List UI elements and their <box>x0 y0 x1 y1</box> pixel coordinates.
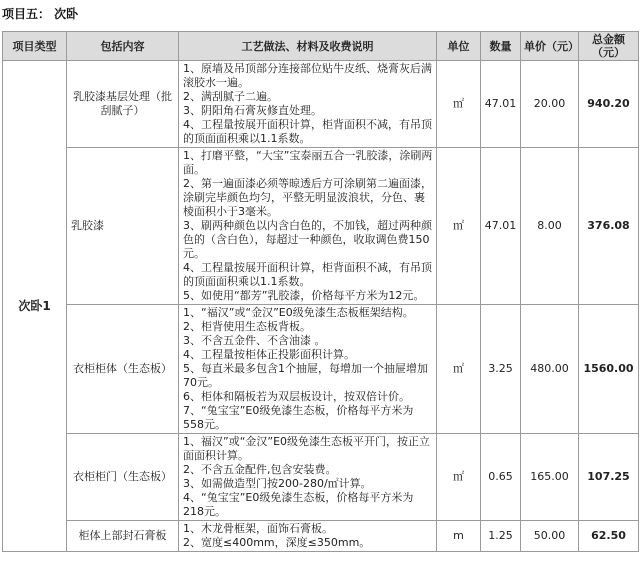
price-cell: 8.00 <box>521 148 579 305</box>
process-line: 3、不含五金件、不含油漆 。 <box>183 334 326 347</box>
qty-cell: 0.65 <box>481 434 521 521</box>
header-process: 工艺做法、材料及收费说明 <box>179 32 437 61</box>
process-cell <box>179 61 437 148</box>
price-cell: 20.00 <box>521 61 579 148</box>
header-price: 单价（元） <box>521 32 579 61</box>
qty-cell: 47.01 <box>481 148 521 305</box>
process-line: 4、工程量按柜体正投影面积计算。 <box>183 348 355 361</box>
unit-cell: ㎡ <box>437 61 481 148</box>
price-cell: 480.00 <box>521 305 579 434</box>
process-line: 3、阴阳角石膏灰修直处理。 <box>183 104 322 117</box>
table-row <box>3 148 639 305</box>
process-line: 2、宽度≤400mm，深度≤350mm。 <box>183 536 371 549</box>
process-line: 4、“兔宝宝”E0级免漆生态板，价格每平方米为218元。 <box>183 491 414 518</box>
header-row <box>3 32 639 61</box>
process-line: 2、不含五金配件,包含安装费。 <box>183 463 337 476</box>
unit-cell: ㎡ <box>437 148 481 305</box>
qty-cell: 47.01 <box>481 61 521 148</box>
process-line: 3、如需做造型门按200-280/㎡计算。 <box>183 477 372 490</box>
process-cell <box>179 148 437 305</box>
process-line: 4、工程量按展开面积计算，柜背面积不减，有吊顶的顶面面积乘以1.1系数。 <box>183 261 432 288</box>
total-cell: 1560.00 <box>579 305 639 434</box>
item-name: 乳胶漆基层处理（批刮腻子） <box>67 61 179 148</box>
total-cell: 62.50 <box>579 521 639 552</box>
unit-cell: ㎡ <box>437 434 481 521</box>
qty-cell: 1.25 <box>481 521 521 552</box>
header-content: 包括内容 <box>67 32 179 61</box>
process-cell <box>179 521 437 552</box>
process-cell <box>179 305 437 434</box>
page-title: 项目五： 次卧 <box>2 7 79 21</box>
process-line: 6、柜体和隔板若为双层板设计，按双倍计价。 <box>183 390 410 403</box>
process-line: 1、福汉”或“金汉”E0级免漆生态板平开门，按正立面面积计算。 <box>183 435 431 462</box>
total-cell: 376.08 <box>579 148 639 305</box>
table-row <box>3 521 639 552</box>
total-cell: 107.25 <box>579 434 639 521</box>
process-line: 1、打磨平整，“大宝”宝泰丽五合一乳胶漆，涂刷两面。 <box>183 149 433 176</box>
room-cell: 次卧1 <box>3 61 67 552</box>
header-qty: 数量 <box>481 32 521 61</box>
item-name: 衣柜柜门（生态板） <box>67 434 179 521</box>
table-row <box>3 434 639 521</box>
process-line: 1、木龙骨框架，面饰石膏板。 <box>183 522 333 535</box>
process-line: 5、每直米最多包含1个抽屉，每增加一个抽屉增加70元。 <box>183 362 428 389</box>
header-unit: 单位 <box>437 32 481 61</box>
qty-cell: 3.25 <box>481 305 521 434</box>
process-cell <box>179 434 437 521</box>
quote-table <box>2 31 639 552</box>
item-name: 衣柜柜体（生态板） <box>67 305 179 434</box>
process-line: 7、“兔宝宝”E0级免漆生态板，价格每平方米为558元。 <box>183 404 414 431</box>
item-name: 柜体上部封石膏板 <box>67 521 179 552</box>
process-line: 2、第一遍面漆必须等晾透后方可涂刷第二遍面漆，涂刷完毕颜色均匀，平整无明显波浪状，分色、裹棱面积小于3毫米。 <box>183 177 432 218</box>
process-line: 5、如使用“都芳”乳胶漆，价格每平方米为12元。 <box>183 289 425 302</box>
process-line: 2、满刮腻子二遍。 <box>183 90 278 103</box>
price-cell: 165.00 <box>521 434 579 521</box>
item-name: 乳胶漆 <box>67 148 179 305</box>
process-line: 3、刷两种颜色以内含白色的，不加钱，超过两种颜色的（含白色），每超过一种颜色，收取调色费150元。 <box>183 219 432 260</box>
table-row <box>3 61 639 148</box>
process-line: 1、“福汉”或“金汉”E0级免漆生态板框架结构。 <box>183 306 414 319</box>
header-type: 项目类型 <box>3 32 67 61</box>
total-cell: 940.20 <box>579 61 639 148</box>
header-total: 总金额（元） <box>579 32 639 61</box>
process-line: 1、原墙及吊顶部分连接部位贴牛皮纸、烧膏灰后满滚胶水一遍。 <box>183 62 432 89</box>
unit-cell: m <box>437 521 481 552</box>
price-cell: 50.00 <box>521 521 579 552</box>
unit-cell: ㎡ <box>437 305 481 434</box>
process-line: 2、柜背使用生态板背板。 <box>183 320 311 333</box>
table-row <box>3 305 639 434</box>
process-line: 4、工程量按展开面积计算，柜背面积不减，有吊顶的顶面面积乘以1.1系数。 <box>183 118 432 145</box>
